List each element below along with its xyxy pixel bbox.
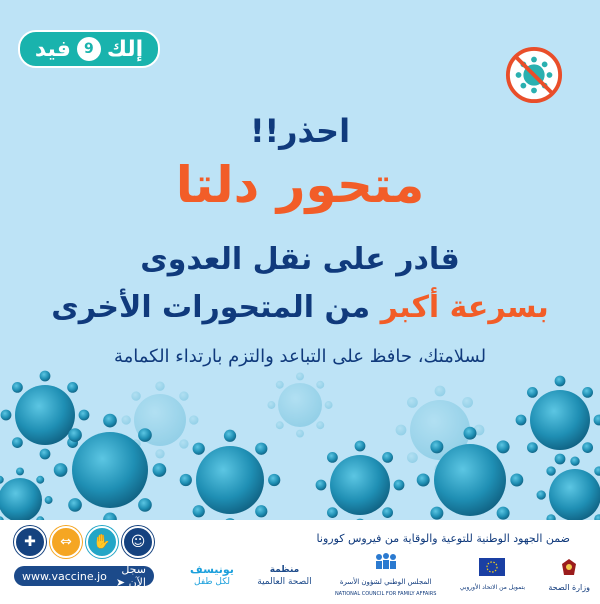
campaign-icons bbox=[14, 526, 174, 598]
speed-rest: من المتحورات الأخرى bbox=[51, 290, 371, 325]
eu-flag-icon bbox=[479, 558, 505, 576]
cursor-icon: ➤ bbox=[115, 576, 126, 589]
speed-accent: بسرعة أكبر bbox=[380, 290, 549, 325]
brand-tail: فيد bbox=[34, 36, 71, 62]
website-url: www.vaccine.jo bbox=[22, 569, 107, 583]
no-virus-icon bbox=[505, 46, 563, 104]
handwash-icon: ✋ bbox=[86, 526, 118, 558]
mask-icon: ☺ bbox=[122, 526, 154, 558]
ncfa-logo: المجلس الوطني لشؤون الأسرة NATIONAL COUNCIL FOR FAMILY AFFAIRS bbox=[335, 552, 436, 600]
brand-logo bbox=[18, 30, 160, 68]
unicef-logo: يونيسف لكل طفل bbox=[190, 563, 234, 587]
footer-tagline: ضمن الجهود الوطنية للتوعية والوقاية من فيروس كورونا bbox=[316, 532, 570, 545]
variant-title: متحور دلتا bbox=[175, 156, 425, 214]
brand-badge: 9 bbox=[77, 37, 101, 61]
distance-icon: ⇔ bbox=[50, 526, 82, 558]
eu-logo: بتمويل من الاتحاد الأوروبي bbox=[460, 558, 525, 594]
syringe-icon: ✚ bbox=[14, 526, 46, 558]
family-icon bbox=[373, 552, 399, 570]
warning-heading: احذر!! bbox=[249, 112, 351, 150]
footer-bar bbox=[0, 520, 600, 604]
crest-icon bbox=[556, 558, 582, 576]
transmission-line: قادر على نقل العدوى bbox=[140, 242, 460, 277]
safety-advice: لسلامتك، حافظ على التباعد والتزم بارتداء الكمامة bbox=[113, 346, 487, 367]
register-link[interactable] bbox=[14, 563, 154, 589]
speed-line bbox=[0, 290, 600, 325]
register-label: سجل الآن ➤ bbox=[115, 563, 146, 589]
moh-logo: وزارة الصحة bbox=[548, 558, 590, 594]
brand-name: إلك bbox=[106, 36, 144, 62]
who-logo: منظمة الصحة العالمية bbox=[257, 565, 312, 587]
partner-logos bbox=[190, 554, 590, 598]
virus-illustration bbox=[0, 360, 600, 525]
